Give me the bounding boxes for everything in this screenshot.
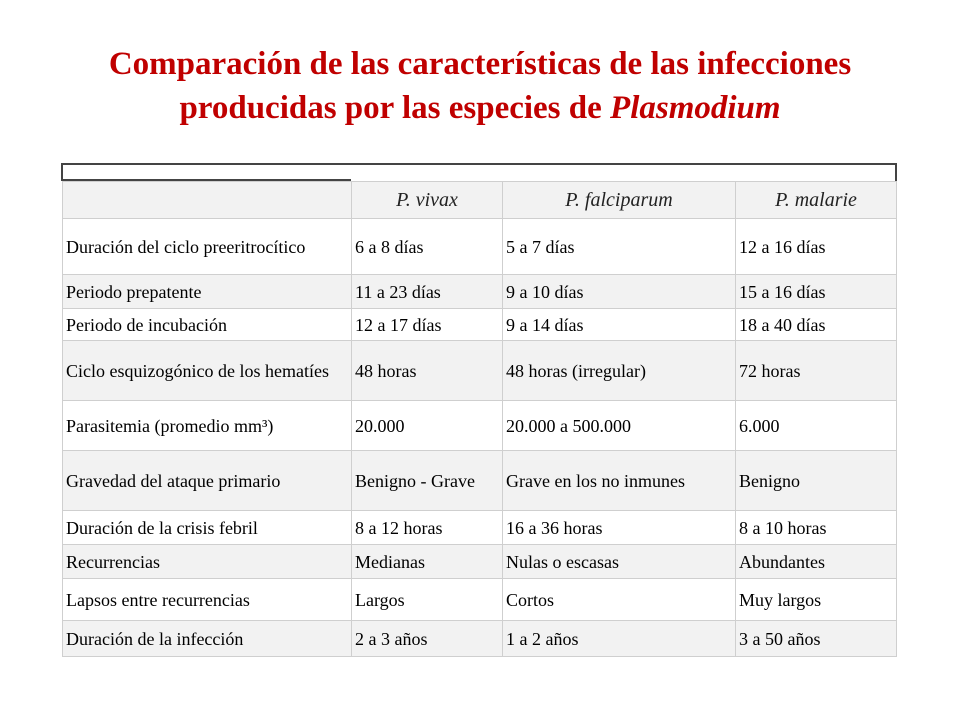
cell-p-falciparum: Cortos [503,579,736,621]
row-label: Parasitemia (promedio mm³) [63,401,352,451]
cell-p-vivax: 12 a 17 días [352,309,503,341]
cell-p-malarie: 3 a 50 años [736,621,897,657]
table-row [63,275,897,309]
title-line-2-prefix: producidas por las especies de [179,90,611,126]
cell-p-malarie: 6.000 [736,401,897,451]
row-label: Duración de la crisis febril [63,511,352,545]
page-title [0,42,960,130]
table-header-row [63,182,897,219]
row-label: Periodo prepatente [63,275,352,309]
header-cell-empty [63,182,352,219]
header-cell-p-falciparum: P. falciparum [503,182,736,219]
table-row [63,219,897,275]
cell-p-malarie: 72 horas [736,341,897,401]
row-label: Periodo de incubación [63,309,352,341]
title-line-2-italic: Plasmodium [610,90,781,126]
cell-p-falciparum: 20.000 a 500.000 [503,401,736,451]
table-top-border-stub [61,165,351,181]
cell-p-falciparum: 1 a 2 años [503,621,736,657]
cell-p-falciparum: 5 a 7 días [503,219,736,275]
table-row [63,309,897,341]
cell-p-falciparum: 9 a 14 días [503,309,736,341]
cell-p-malarie: Muy largos [736,579,897,621]
cell-p-vivax: Benigno - Grave [352,451,503,511]
cell-p-malarie: 15 a 16 días [736,275,897,309]
header-cell-p-malarie: P. malarie [736,182,897,219]
comparison-table [62,181,897,657]
row-label: Duración de la infección [63,621,352,657]
cell-p-vivax: Medianas [352,545,503,579]
table-row [63,621,897,657]
cell-p-vivax: 11 a 23 días [352,275,503,309]
table-row [63,401,897,451]
row-label: Gravedad del ataque primario [63,451,352,511]
cell-p-falciparum: 48 horas (irregular) [503,341,736,401]
table-top-border [61,163,897,181]
cell-p-malarie: 8 a 10 horas [736,511,897,545]
cell-p-malarie: 18 a 40 días [736,309,897,341]
cell-p-vivax: Largos [352,579,503,621]
cell-p-vivax: 20.000 [352,401,503,451]
row-label: Lapsos entre recurrencias [63,579,352,621]
table-row [63,579,897,621]
cell-p-falciparum: 9 a 10 días [503,275,736,309]
row-label: Recurrencias [63,545,352,579]
cell-p-vivax: 48 horas [352,341,503,401]
title-line-1: Comparación de las características de las infecciones [108,46,852,82]
cell-p-vivax: 2 a 3 años [352,621,503,657]
cell-p-falciparum: 16 a 36 horas [503,511,736,545]
cell-p-malarie: Benigno [736,451,897,511]
table-row [63,341,897,401]
cell-p-malarie: 12 a 16 días [736,219,897,275]
table-row [63,451,897,511]
row-label: Duración del ciclo preeritrocítico [63,219,352,275]
table-row [63,545,897,579]
cell-p-vivax: 6 a 8 días [352,219,503,275]
cell-p-falciparum: Nulas o escasas [503,545,736,579]
cell-p-vivax: 8 a 12 horas [352,511,503,545]
header-cell-p-vivax: P. vivax [352,182,503,219]
table-row [63,511,897,545]
cell-p-malarie: Abundantes [736,545,897,579]
row-label: Ciclo esquizogónico de los hematíes [63,341,352,401]
cell-p-falciparum: Grave en los no inmunes [503,451,736,511]
